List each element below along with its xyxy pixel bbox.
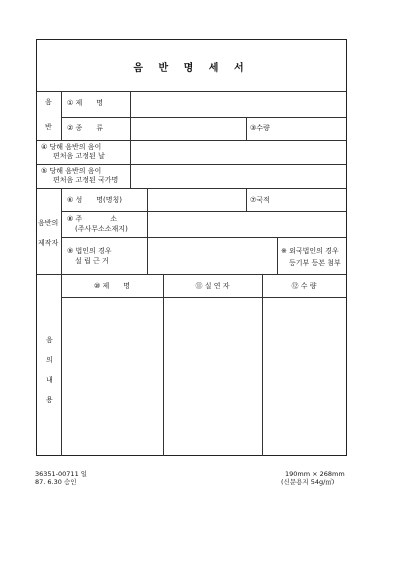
approval-date: 87. 6.30 승인: [35, 478, 77, 486]
paper-spec: (신문용지 54g/㎡): [281, 478, 335, 486]
divider: [37, 91, 346, 92]
divider: [130, 140, 131, 188]
section-record-char: 반: [45, 123, 52, 131]
divider: [37, 164, 346, 165]
title-field-label: ① 제 명: [67, 99, 104, 107]
divider: [262, 274, 263, 456]
divider: [61, 188, 62, 456]
column-header-quantity: ⑫ 수 량: [291, 282, 317, 290]
nationality-field-label: ⑦국적: [250, 196, 270, 204]
divider: [61, 117, 346, 118]
divider: [277, 237, 278, 274]
divider: [163, 274, 164, 456]
content-section-char: 의: [46, 356, 53, 364]
fixation-country-label: ⑤ 당해 음반의 음이: [41, 167, 102, 175]
content-section-char: 음: [46, 336, 53, 344]
divider: [130, 91, 131, 140]
divider: [61, 237, 346, 238]
divider: [37, 274, 346, 275]
paper-size: 190mm × 268mm: [285, 470, 345, 478]
divider: [147, 188, 148, 274]
fixation-date-label: 편처음 고정된 날: [53, 152, 105, 160]
form-number: 36351-00711 일: [35, 470, 88, 478]
address-field-label: (주사무소소재지): [75, 225, 128, 233]
column-header-performer: ⑪ 실 연 자: [195, 282, 230, 290]
name-field-label: ⑥ 성 명(명칭): [67, 196, 123, 204]
divider: [37, 140, 346, 141]
divider: [246, 117, 247, 140]
form-title: 음 반 명 세 서: [133, 63, 250, 74]
content-section-char: 용: [46, 396, 53, 404]
address-field-label: ⑧ 주 소: [67, 215, 118, 223]
corporation-basis-label: ⑨ 법인의 경우: [67, 247, 112, 255]
type-field-label: ② 종 류: [67, 124, 104, 132]
producer-section-label: 음반의: [38, 219, 59, 227]
foreign-corporation-note: 등기부 등본 첨부: [289, 259, 341, 267]
record-specification-form: [36, 39, 347, 456]
content-section-char: 내: [46, 376, 53, 384]
corporation-basis-label: 설 립 근 거: [75, 257, 109, 265]
fixation-date-label: ④ 당해 음반의 음이: [41, 143, 102, 151]
divider: [61, 211, 346, 212]
section-record-char: 음: [45, 98, 52, 106]
foreign-corporation-note: ※ 외국법인의 경우: [281, 247, 339, 255]
divider: [61, 297, 346, 298]
quantity-field-label: ③수량: [250, 124, 270, 132]
divider: [37, 188, 346, 189]
fixation-country-label: 편처음 고정된 국가명: [53, 176, 119, 184]
divider: [246, 188, 247, 211]
divider: [61, 91, 62, 140]
producer-section-label: 제작자: [38, 239, 59, 247]
column-header-title: ⑩ 제 명: [93, 282, 131, 290]
